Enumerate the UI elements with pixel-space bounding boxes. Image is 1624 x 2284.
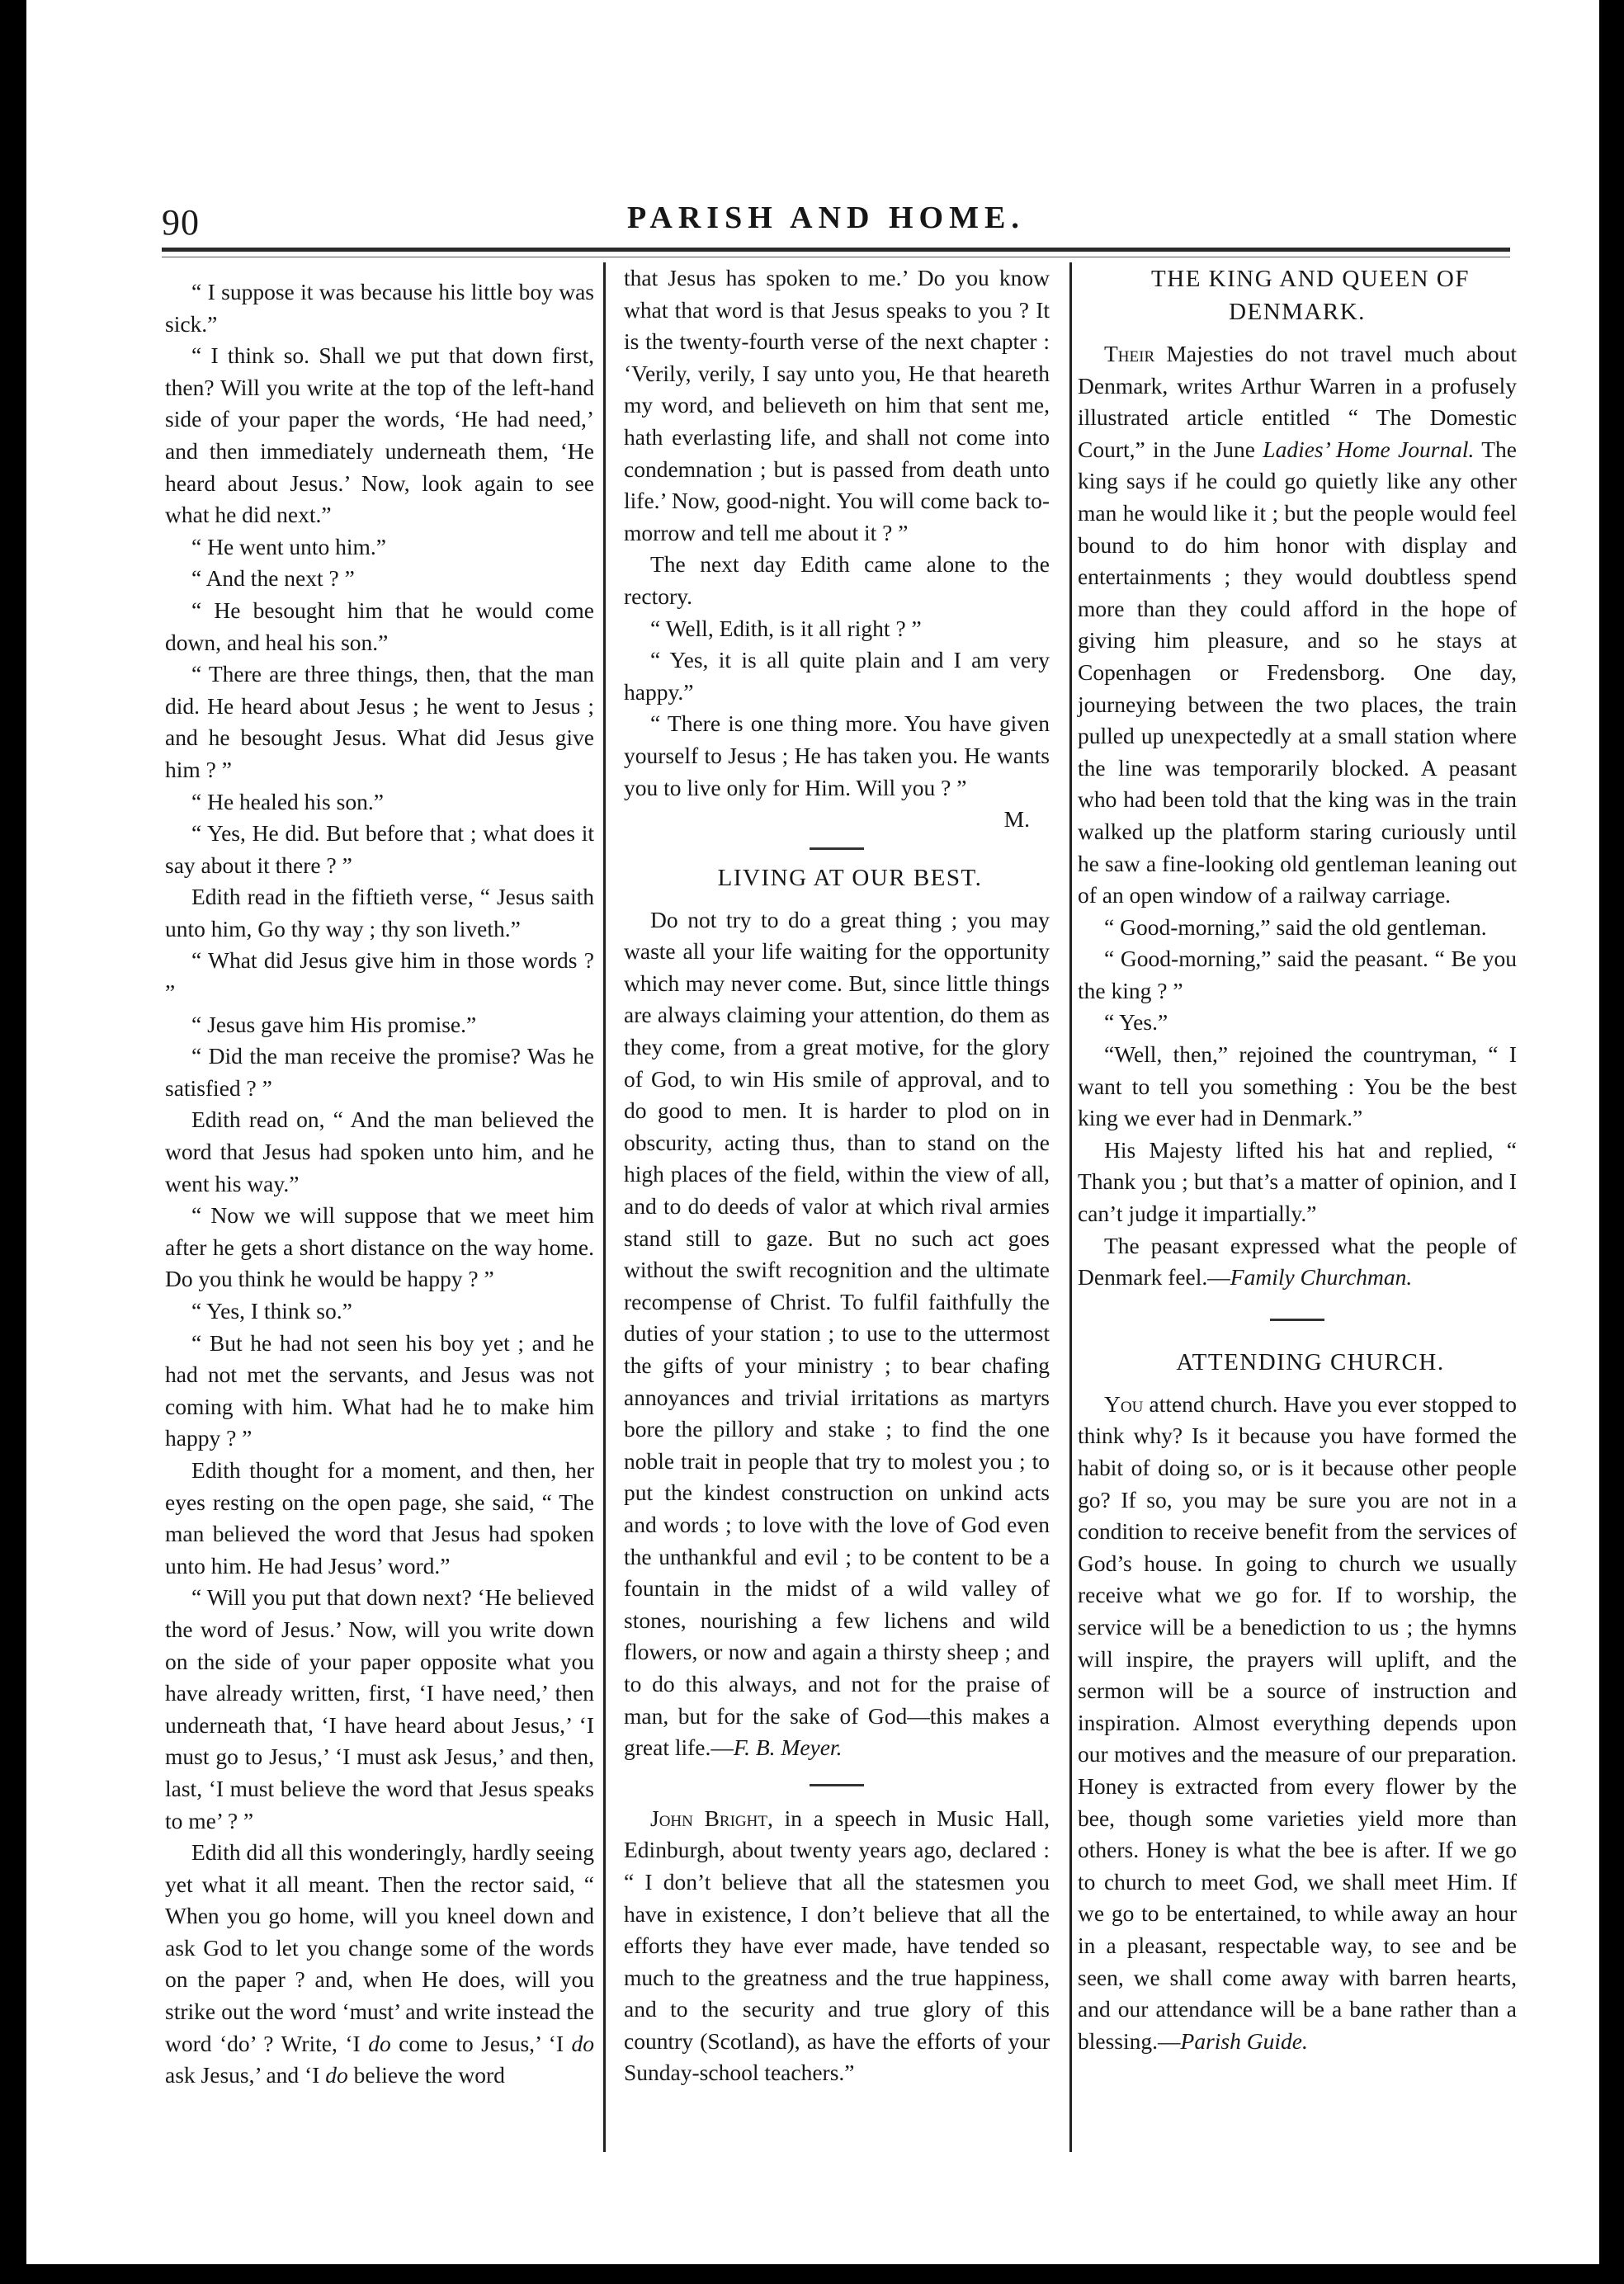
- paragraph: Edith thought for a moment, and then, her eyes resting on the open page, she said, “ The man believed the word that Jesus had spoken unto him. He had Jesus’ word.”: [165, 1456, 594, 1579]
- attribution: Parish Guide.: [1180, 2027, 1308, 2054]
- paragraph: “ Did the man receive the promise? Was he satisfied ? ”: [165, 1043, 594, 1101]
- paragraph: “ Jesus gave him His promise.”: [191, 1011, 477, 1037]
- paragraph: “ What did Jesus give him in those words ? ”: [165, 947, 594, 1006]
- paragraph: “ Good-morning,” said the peasant. “ Be you the king ? ”: [1078, 946, 1517, 1003]
- paragraph: “ I think so. Shall we put that down first, then? Will you write at the top of the left-hand side of your paper the words, ‘He had need,’ and then immediately underneath them, ‘He heard about Jesus.’ Now, look again to see what he did next.”: [165, 342, 594, 528]
- scan-border-left: [0, 0, 26, 2284]
- column-divider: [1069, 262, 1072, 2152]
- section-heading: THE KING AND QUEEN OF DENMARK.: [1151, 266, 1470, 325]
- paragraph: “ Will you put that down next? ‘He believed the word of Jesus.’ Now, will you write down on the side of your paper opposite what you have already written, first, ‘I have need,’ then underneath that, ‘I have heard about Jesus,’ ‘I must go to Jesus,’ ‘I must ask Jesus,’ and then, last, ‘I must believe the word that Jesus speaks to me’ ? ”: [165, 1584, 594, 1833]
- paragraph: “ Well, Edith, is it all right ? ”: [650, 615, 922, 641]
- paragraph: “Well, then,” rejoined the countryman, “ I want to tell you something : You be the best king we ever had in Denmark.”: [1078, 1041, 1517, 1131]
- paragraph: “ Yes, He did. But before that ; what does it say about it there ? ”: [165, 820, 594, 878]
- paragraph: “ He besought him that he would come down, and heal his son.”: [165, 597, 594, 655]
- paragraph: Do not try to do a great thing ; you may waste all your life waiting for the opportunity which may never come. But, since little things are always claiming your attention, do them as they come, from a great motive, for the glory of God, to win His smile of approval, and to do good to men. It is harder to plod on in obscurity, acting thus, than to stand on the high places of the field, within the view of all, and to do deeds of valor at which rival armies stand still to gaze. But no such act goes without the swift recognition and the ultimate recompense of Christ. To fulfil faithfully the duties of your station ; to use to the uttermost the gifts of your ministry ; to bear chafing annoyances and trivial irritations as martyrs bore the pillory and stake ; to find the one noble trait in people that try to molest you ; to put the kindest construction on unkind acts and words ; to love with the love of God even the unthankful and evil ; to be content to be a fountain in the midst of a wild valley of stones, nourishing a few lichens and wild flowers, or now and again a thirsty sheep ; and to do this always, and not for the praise of man, but for the sake of God—this makes a great life.—F. B. Meyer.: [624, 906, 1050, 1761]
- section-heading: LIVING AT OUR BEST.: [717, 864, 983, 891]
- attribution: F. B. Meyer.: [733, 1734, 843, 1761]
- paragraph: The peasant expressed what the people of Denmark feel.—Family Churchman.: [1078, 1232, 1517, 1291]
- scan-border-bottom: [0, 2264, 1624, 2284]
- page-number: 90: [162, 202, 200, 243]
- running-title: PARISH AND HOME.: [627, 201, 1025, 235]
- paragraph: Their Majesties do not travel much about Denmark, writes Arthur Warren in a profusely illustrated article entitled “ The Domestic Court,” in the June Ladies’ Home Journal. The king says if he could go quietly like any other man he would like it ; but the people would feel bound to do him honor with display and entertainments ; they would doubtless spend more than they could afford in the hope of giving him pleasure, and so he stays at Copenhagen or Fredensborg. One day, journeying between the two places, the train pulled up unexpectedly at a small station where the line was temporarily blocked. A peasant who had been told that the king was in the train walked up the platform staring curiously until he saw a fine-looking old gentleman leaning out of an open window of a railway carriage.: [1078, 341, 1517, 908]
- column-divider: [603, 262, 606, 2152]
- paragraph: “ I suppose it was because his little boy was sick.”: [165, 279, 594, 337]
- attribution: Family Churchman.: [1230, 1264, 1413, 1291]
- paragraph: “ Now we will suppose that we meet him after he gets a short distance on the way home. Do you think he would be happy ? ”: [165, 1202, 594, 1292]
- paragraph: “ But he had not seen his boy yet ; and he had not met the servants, and Jesus was not coming with him. What had he to make him happy ? ”: [165, 1329, 594, 1451]
- paragraph: “ There is one thing more. You have given yourself to Jesus ; He has taken you. He wants you to live only for Him. Will you ? ”: [624, 710, 1050, 800]
- paragraph: “ And the next ? ”: [191, 565, 355, 592]
- paragraph: that Jesus has spoken to me.’ Do you know what that word is that Jesus speaks to you ? It is the twenty-fourth verse of the next chapter : ‘Verily, verily, I say unto you, He that heareth my word, and believeth on him that sent me, hath everlasting life, and shall not come into condemnation ; but is passed from death unto life.’ Now, good-night. You will come back to-morrow and tell me about it ? ”: [624, 265, 1050, 545]
- paragraph: John Bright, in a speech in Music Hall, Edinburgh, about twenty years ago, declared : “ I don’t believe that all the statesmen you have in existence, I don’t believe that all the efforts they have ever made, have tended so much to the greatness and the true happiness, and to the security and true glory of this country (Scotland), as have the efforts of your Sunday-school teachers.”: [624, 1805, 1050, 2086]
- paragraph: “ Yes, I think so.”: [191, 1298, 352, 1324]
- paragraph: Edith read in the fiftieth verse, “ Jesus saith unto him, Go thy way ; thy son liveth.”: [165, 884, 594, 941]
- section-heading: ATTENDING CHURCH.: [1176, 1348, 1445, 1376]
- paragraph: “ Yes.”: [1104, 1009, 1168, 1036]
- paragraph: His Majesty lifted his hat and replied, “ Thank you ; but that’s a matter of opinion, and I can’t judge it impartially.”: [1078, 1136, 1517, 1227]
- paragraph: You attend church. Have you ever stopped to think why? Is it because you have formed the habit of doing so, or is it because other people go? If so, you may be sure you are not in a condition to receive benefit from the services of God’s house. In going to church we usually receive what we go for. If to worship, the service will be a benediction to us ; the hymns will inspire, the prayers will uplift, and the sermon will be a source of instruction and inspiration. Almost everything depends upon our motives and the measure of our preparation. Honey is extracted from every flower by the bee, though some varieties yield more than others. Honey is what the bee is after. If we go to church to meet God, we shall meet Him. If we go to be entertained, to while away an hour in a pleasant, respectable way, to see and be seen, we shall come away with barren hearts, and our attendance will be a bane rather than a blessing.—Parish Guide.: [1078, 1390, 1517, 2054]
- paragraph: “ He went unto him.”: [191, 533, 386, 559]
- column-middle: [624, 262, 1050, 2089]
- signature: M.: [1003, 806, 1030, 833]
- paragraph: “ He healed his son.”: [191, 788, 384, 814]
- column-left: [165, 276, 594, 2092]
- scan-border-right: [1599, 0, 1624, 2284]
- column-right: [1078, 262, 1517, 2057]
- paragraph: Edith read on, “ And the man believed the word that Jesus had spoken unto him, and he went his way.”: [165, 1107, 594, 1196]
- signature-line: [624, 804, 1050, 836]
- paragraph: “ Good-morning,” said the old gentleman.: [1104, 913, 1487, 940]
- paragraph: “ There are three things, then, that the man did. He heard about Jesus ; he went to Jesus ; and he besought Jesus. What did Jesus give him ? ”: [165, 661, 594, 782]
- header-rule: [162, 248, 1510, 252]
- paragraph: The next day Edith came alone to the rectory.: [624, 551, 1050, 609]
- paragraph: “ Yes, it is all quite plain and I am very happy.”: [624, 647, 1050, 705]
- paragraph: Edith did all this wonderingly, hardly seeing yet what it all meant. Then the rector said, “ When you go home, will you kneel down and ask God to let you change some of the words on the paper ? and, when He does, will you strike out the word ‘must’ and write instead the word ‘do’ ? Write, ‘I do come to Jesus,’ ‘I do ask Jesus,’ and ‘I do believe the word: [165, 1839, 594, 2088]
